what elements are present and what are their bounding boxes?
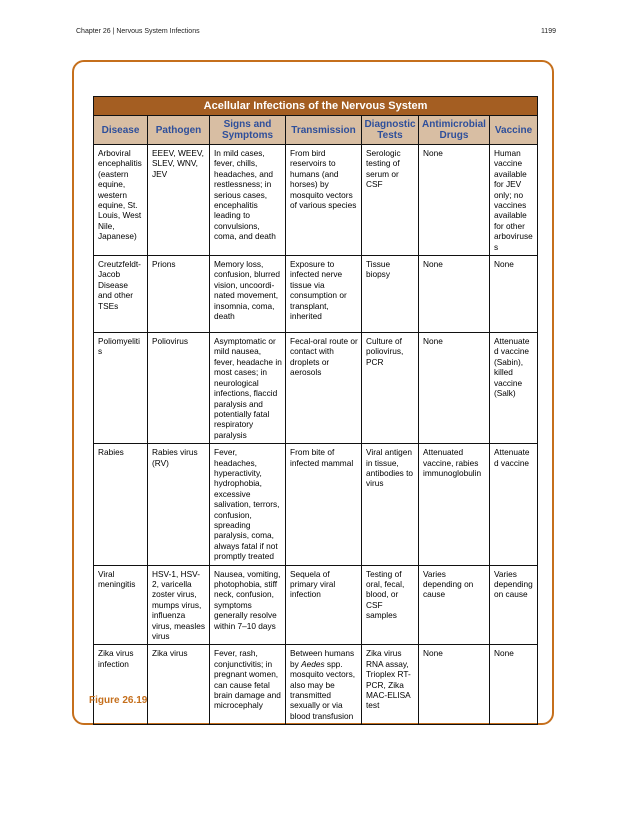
cell-vaccine: Attenuated vaccine (490, 444, 538, 565)
table-row (94, 565, 538, 645)
cell-diagnostic-tests: Zika virus RNA assay, Trioplex RT-PCR, Zika MAC-ELISA test (362, 645, 419, 725)
cell-diagnostic-tests: Serologic testing of serum or CSF (362, 145, 419, 256)
cell-pathogen: Prions (148, 256, 210, 333)
chapter-title: Chapter 26 | Nervous System Infections (76, 27, 200, 35)
cell-vaccine: Varies depending on cause (490, 565, 538, 645)
cell-signs-and-symptoms: Fever, headaches, hyperactivity, hydrophobia, excessive salivation, terrors, confusion, spreading paralysis, coma, always fatal if not promptly treated (210, 444, 286, 565)
cell-pathogen: HSV-1, HSV-2, varicella zoster virus, mumps virus, influenza virus, measles virus (148, 565, 210, 645)
cell-antimicrobial-drugs: Attenuated vaccine, rabies immunoglobulin (419, 444, 490, 565)
cell-diagnostic-tests: Tissue biopsy (362, 256, 419, 333)
cell-pathogen: Rabies virus (RV) (148, 444, 210, 565)
cell-vaccine: Attenuated vaccine (Sabin), killed vaccine (Salk) (490, 333, 538, 444)
cell-diagnostic-tests: Viral antigen in tissue, antibodies to virus (362, 444, 419, 565)
cell-pathogen: Poliovirus (148, 333, 210, 444)
cell-transmission (286, 256, 362, 333)
cell-pathogen: Zika virus (148, 645, 210, 725)
transmission-text-continued: spp. mosquito vectors, also may be transmitted sexually or via blood transfusion (290, 658, 356, 721)
table-title: Acellular Infections of the Nervous System (94, 97, 538, 116)
cell-diagnostic-tests: Culture of poliovirus, PCR (362, 333, 419, 444)
column-header-signs-and-symptoms: Signs and Symptoms (210, 116, 286, 145)
cell-antimicrobial-drugs: None (419, 333, 490, 444)
cell-vaccine: Human vaccine available for JEV only; no vaccines available for other arboviruses (490, 145, 538, 256)
cell-signs-and-symptoms: In mild cases, fever, chills, headaches, and restlessness; in serious cases, encephalitis leading to convulsions, coma, and death (210, 145, 286, 256)
transmission-text: Fecal-oral route or contact with droplets or aerosols (290, 336, 358, 378)
cell-vaccine: None (490, 645, 538, 725)
column-header-disease: Disease (94, 116, 148, 145)
table-row (94, 145, 538, 256)
cell-vaccine: None (490, 256, 538, 333)
table-row (94, 444, 538, 565)
cell-antimicrobial-drugs: None (419, 145, 490, 256)
column-header-pathogen: Pathogen (148, 116, 210, 145)
column-header-transmission: Transmission (286, 116, 362, 145)
transmission-text: From bird reservoirs to humans (and horses) by mosquito vectors of various species (290, 148, 357, 211)
column-header-antimicrobial-drugs: Antimicrobial Drugs (419, 116, 490, 145)
table-row (94, 333, 538, 444)
cell-disease: Viral meningitis (94, 565, 148, 645)
table-row (94, 256, 538, 333)
table-row (94, 645, 538, 725)
table-container (93, 96, 537, 725)
cell-antimicrobial-drugs: None (419, 645, 490, 725)
infections-table (93, 96, 538, 725)
page-number: 1199 (540, 27, 556, 35)
cell-disease: Rabies (94, 444, 148, 565)
cell-transmission (286, 645, 362, 725)
transmission-text: From bite of infected mammal (290, 447, 354, 468)
column-header-diagnostic-tests: Diagnostic Tests (362, 116, 419, 145)
cell-signs-and-symptoms: Nausea, vomiting, photophobia, stiff neck, confusion, symptoms generally resolve within 7–10 days (210, 565, 286, 645)
cell-disease: Zika virus infection (94, 645, 148, 725)
cell-signs-and-symptoms: Memory loss, confusion, blurred vision, uncoordi-nated movement, insomnia, coma, death (210, 256, 286, 333)
cell-diagnostic-tests: Testing of oral, fecal, blood, or CSF samples (362, 565, 419, 645)
cell-disease: Poliomyelitis (94, 333, 148, 444)
cell-transmission (286, 444, 362, 565)
cell-antimicrobial-drugs: None (419, 256, 490, 333)
transmission-italic-text: Aedes (301, 658, 325, 669)
figure-label: Figure 26.19 (89, 695, 148, 706)
cell-transmission (286, 333, 362, 444)
cell-signs-and-symptoms: Asymptomatic or mild nausea, fever, headache in most cases; in neurological infections, flaccid paralysis and potentially fatal respiratory paralysis (210, 333, 286, 444)
column-header-vaccine: Vaccine (490, 116, 538, 145)
page-header (76, 26, 556, 36)
cell-transmission (286, 565, 362, 645)
cell-antimicrobial-drugs: Varies depending on cause (419, 565, 490, 645)
cell-disease: Arboviral encephalitis (eastern equine, western equine, St. Louis, West Nile, Japanese) (94, 145, 148, 256)
transmission-text: Sequela of primary viral infection (290, 568, 336, 600)
cell-pathogen: EEEV, WEEV, SLEV, WNV, JEV (148, 145, 210, 256)
transmission-text: Exposure to infected nerve tissue via consumption or transplant, inherited (290, 259, 347, 322)
cell-transmission (286, 145, 362, 256)
cell-disease: Creutzfeldt-Jacob Disease and other TSEs (94, 256, 148, 333)
transmission-text: Between humans by (290, 648, 355, 669)
cell-signs-and-symptoms: Fever, rash, conjunctivitis; in pregnant women, can cause fetal brain damage and microcephaly (210, 645, 286, 725)
column-header-row (94, 116, 538, 145)
